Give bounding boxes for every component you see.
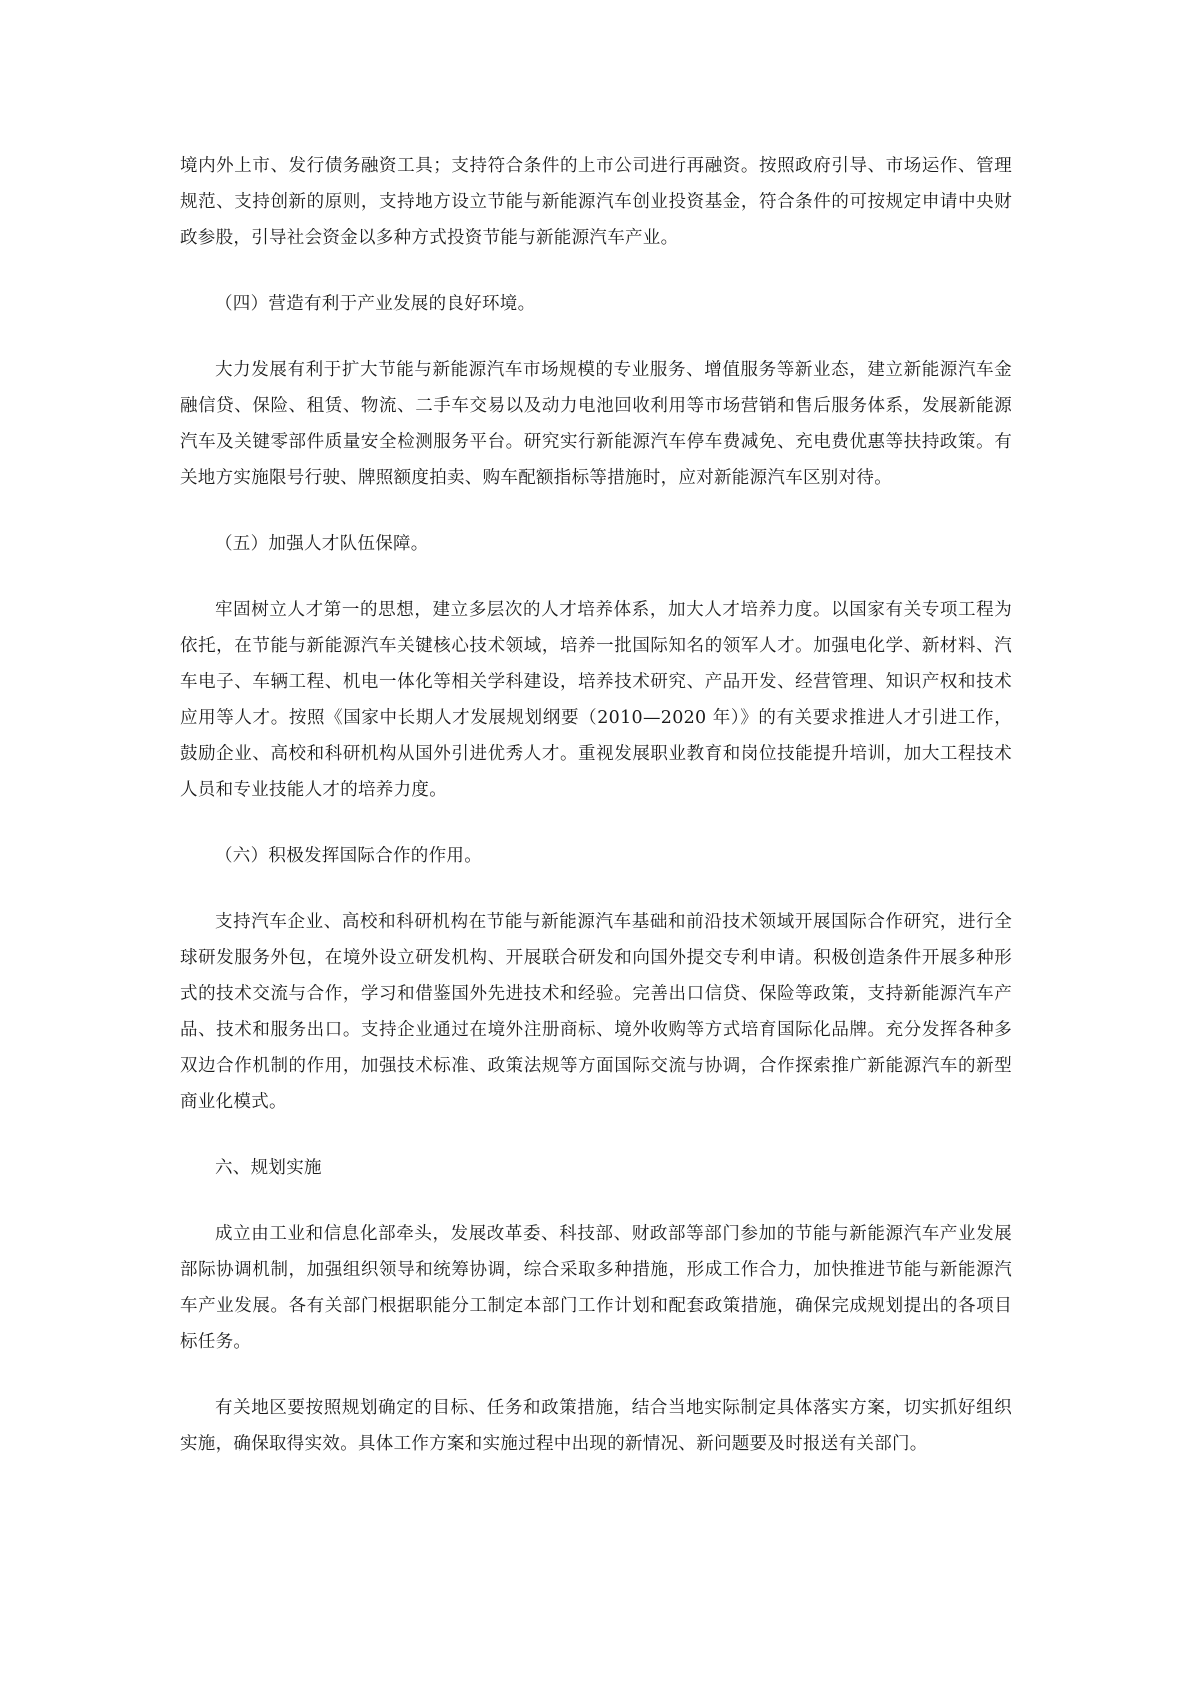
paragraph-international: 支持汽车企业、高校和科研机构在节能与新能源汽车基础和前沿技术领域开展国际合作研究，进行全球研发服务外包，在境外设立研发机构、开展联合研发和向国外提交专利申请。积极创造条件开展多种形式的技术交流与合作，学习和借鉴国外先进技术和经验。完善出口信贷、保险等政策，支持新能源汽车产品、技术和服务出口。支持企业通过在境外注册商标、境外收购等方式培育国际化品牌。充分发挥各种多双边合作机制的作用，加强技术标准、政策法规等方面国际交流与协调，合作探索推广新能源汽车的新型商业化模式。 [180, 912, 1012, 1112]
paragraph-coordination: 成立由工业和信息化部牵头，发展改革委、科技部、财政部等部门参加的节能与新能源汽车产业发展部际协调机制，加强组织领导和统筹协调，综合采取多种措施，形成工作合力，加快推进节能与新能源汽车产业发展。各有关部门根据职能分工制定本部门工作计划和配套政策措施，确保完成规划提出的各项目标任务。 [180, 1224, 1012, 1352]
paragraph-talent: 牢固树立人才第一的思想，建立多层次的人才培养体系，加大人才培养力度。以国家有关专项工程为依托，在节能与新能源汽车关键核心技术领域，培养一批国际知名的领军人才。加强电化学、新材料、汽车电子、车辆工程、机电一体化等相关学科建设，培养技术研究、产品开发、经营管理、知识产权和技术应用等人才。按照《国家中长期人才发展规划纲要（2010—2020 年）》的有关要求推进人才引进工作，鼓励企业、高校和科研机构从国外引进优秀人才。重视发展职业教育和岗位技能提升培训，加大工程技术人员和专业技能人才的培养力度。 [180, 600, 1012, 800]
section-heading-6: （六）积极发挥国际合作的作用。 [215, 846, 482, 866]
document-body [180, 148, 1012, 1492]
paragraph-financing: 境内外上市、发行债务融资工具；支持符合条件的上市公司进行再融资。按照政府引导、市场运作、管理规范、支持创新的原则，支持地方设立节能与新能源汽车创业投资基金，符合条件的可按规定申请中央财政参股，引导社会资金以多种方式投资节能与新能源汽车产业。 [180, 156, 1012, 248]
paragraph-local-implementation: 有关地区要按照规划确定的目标、任务和政策措施，结合当地实际制定具体落实方案，切实抓好组织实施，确保取得实效。具体工作方案和实施过程中出现的新情况、新问题要及时报送有关部门。 [180, 1398, 1012, 1454]
section-heading-4: （四）营造有利于产业发展的良好环境。 [215, 294, 536, 314]
section-heading-5: （五）加强人才队伍保障。 [215, 534, 429, 554]
paragraph-environment: 大力发展有利于扩大节能与新能源汽车市场规模的专业服务、增值服务等新业态，建立新能源汽车金融信贷、保险、租赁、物流、二手车交易以及动力电池回收利用等市场营销和售后服务体系，发展新能源汽车及关键零部件质量安全检测服务平台。研究实行新能源汽车停车费减免、充电费优惠等扶持政策。有关地方实施限号行驶、牌照额度拍卖、购车配额指标等措施时，应对新能源汽车区别对待。 [180, 360, 1012, 488]
chapter-heading-implementation: 六、规划实施 [215, 1158, 322, 1178]
